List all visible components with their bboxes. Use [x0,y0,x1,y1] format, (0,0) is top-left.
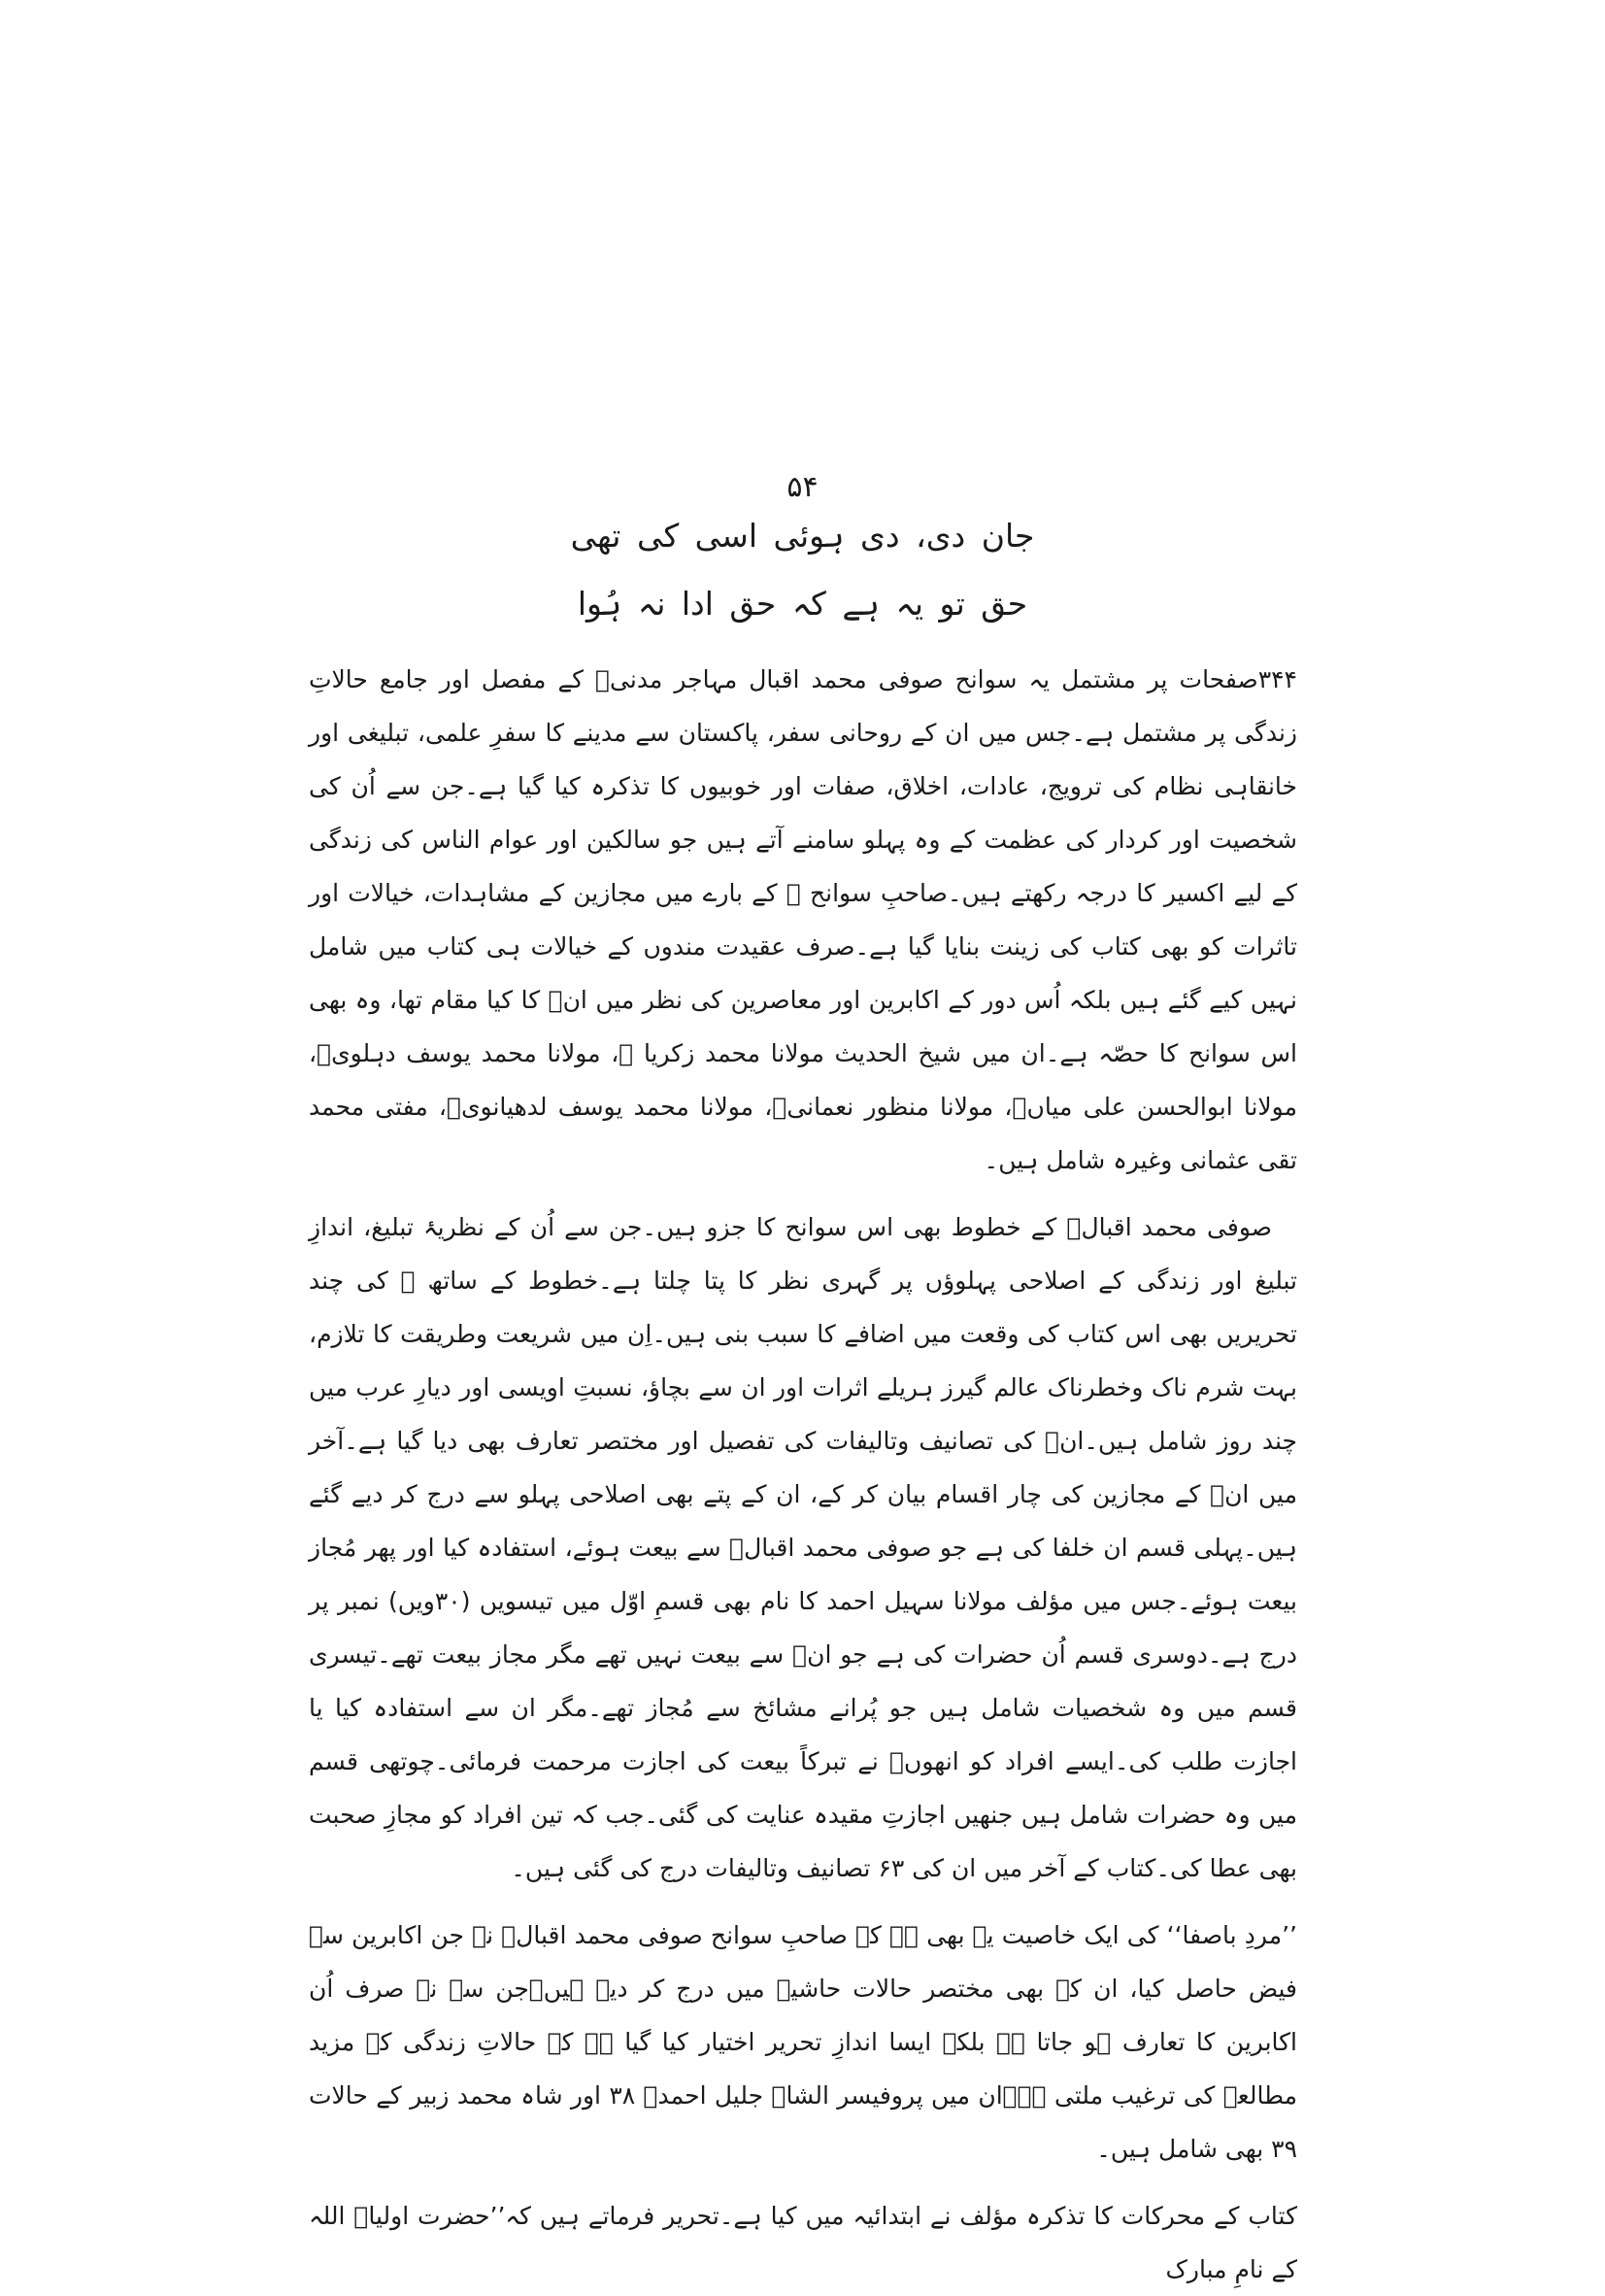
paragraph-4: کتاب کے محرکات کا تذکرہ مؤلف نے ابتدائیہ میں کیا ہے۔تحریر فرماتے ہیں کہ’’حضرت اولیاؒ اللہ کے نامِ مبارک [309,2202,1297,2283]
paragraph-1: ۳۴۴صفحات پر مشتمل یہ سوانح صوفی محمد اقبال مہاجر مدنیؒ کے مفصل اور جامع حالاتِ زندگی پر مشتمل ہے۔جس میں ان کے روحانی سفر، پاکستان سے مدینے کا سفرِ علمی، تبلیغی اور خانقاہی نظام کی ترویج، عادات، اخلاق، صفات اور خوبیوں کا تذکرہ کیا گیا ہے۔جن سے اُن کی شخصیت اور کردار کی عظمت کے وہ پہلو سامنے آتے ہیں جو سالکین اور عوام الناس کی زندگی کے لیے اکسیر کا درجہ رکھتے ہیں۔صاحبِ سوانح ؒ کے بارے میں مجازین کے مشاہدات، خیالات اور تاثرات کو بھی کتاب کی زینت بنایا گیا ہے۔صرف عقیدت مندوں کے خیالات ہی کتاب میں شامل نہیں کیے گئے ہیں بلکہ اُس دور کے اکابرین اور معاصرین کی نظر میں انؒ کا کیا مقام تھا، وہ بھی اس سوانح کا حصّہ ہے۔ان میں شیخ الحدیث مولانا محمد زکریا ؒ، مولانا محمد یوسف دہلویؒ، مولانا ابوالحسن علی میاںؒ، مولانا منظور نعمانیؒ، مولانا محمد یوسف لدھیانویؒ، مفتی محمد تقی عثمانی وغیرہ شامل ہیں۔ [309,665,1297,1174]
body-text [309,653,1297,2296]
paragraph-2: صوفی محمد اقبالؒ کے خطوط بھی اس سوانح کا جزو ہیں۔جن سے اُن کے نظریۂ تبلیغ، اندازِ تبلیغ اور زندگی کے اصلاحی پہلوؤں پر گہری نظر کا پتا چلتا ہے۔خطوط کے ساتھ ؒ کی چند تحریریں بھی اس کتاب کی وقعت میں اضافے کا سبب بنی ہیں۔اِن میں شریعت وطریقت کا تلازم، بہت شرم ناک وخطرناک عالم گیرز ہریلے اثرات اور ان سے بچاؤ، نسبتِ اویسی اور دیارِ عرب میں چند روز شامل ہیں۔انؒ کی تصانیف وتالیفات کی تفصیل اور مختصر تعارف بھی دیا گیا ہے۔آخر میں انؒ کے مجازین کی چار اقسام بیان کر کے، ان کے پتے بھی اصلاحی پہلو سے درج کر دیے گئے ہیں۔پہلی قسم ان خلفا کی ہے جو صوفی محمد اقبالؒ سے بیعت ہوئے، استفادہ کیا اور پھر مُجاز بیعت ہوئے۔جس میں مؤلف مولانا سہیل احمد کا نام بھی قسمِ اوّل میں تیسویں (۳۰ویں) نمبر پر درج ہے۔دوسری قسم اُن حضرات کی ہے جو انؒ سے بیعت نہیں تھے مگر مجاز بیعت تھے۔تیسری قسم میں وہ شخصیات شامل ہیں جو پُرانے مشائخ سے مُجاز تھے۔مگر ان سے استفادہ کیا یا اجازت طلب کی۔ایسے افراد کو انھوںؒ نے تبرکاً بیعت کی اجازت مرحمت فرمائی۔چوتھی قسم میں وہ حضرات شامل ہیں جنھیں اجازتِ مقیدہ عنایت کی گئی۔جب کہ تین افراد کو مجازِ صحبت بھی عطا کی۔کتاب کے آخر میں ان کی ۶۳ تصانیف وتالیفات درج کی گئی ہیں۔ [309,1213,1297,1882]
page-number: ۵۴ [786,470,819,504]
verse-line-1: جان دی، دی ہوئی اسی کی تھی [570,517,1035,555]
verse-line-2: حق تو یہ ہے کہ حق ادا نہ ہُوا [577,585,1028,623]
paragraph-3: ’’مردِ باصفا‘‘ کی ایک خاصیت یہ بھی ہے کہ صاحبِ سوانح صوفی محمد اقبالؒ نے جن اکابرین سے فیض حاصل کیا، ان کے بھی مختصر حالات حاشیے میں درج کر دیے ہیں۔جن سے نہ صرف اُن اکابرین کا تعارف ہو جاتا ہے بلکہ ایسا اندازِ تحریر اختیار کیا گیا ہے کہ حالاتِ زندگی کے مزید مطالعے کی ترغیب ملتی ہے۔ان میں پروفیسر الشاہ جلیل احمدؒ ۳۸ اور شاہ محمد زبیر کے حالات ۳۹ بھی شامل ہیں۔ [309,1921,1298,2163]
